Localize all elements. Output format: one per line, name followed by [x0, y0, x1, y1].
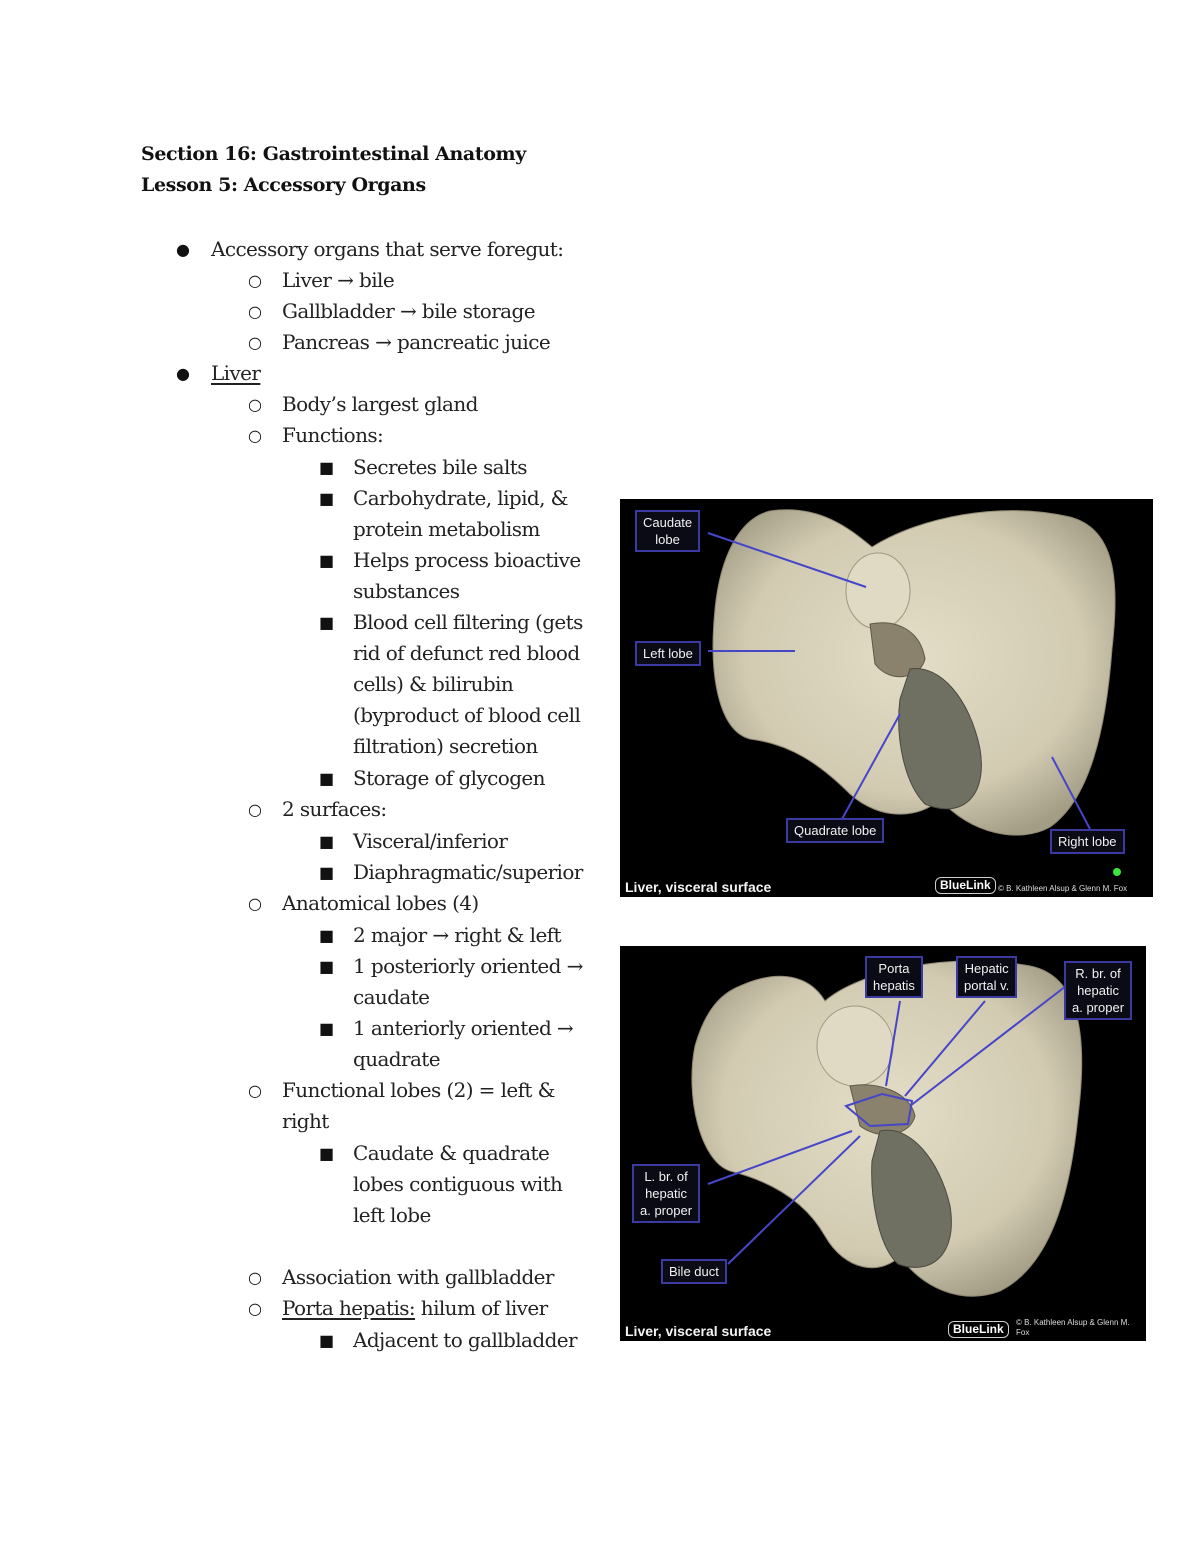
outline-item: Diaphragmatic/superior: [353, 860, 583, 884]
porta-hepatis-term: Porta hepatis:: [282, 1296, 416, 1320]
caudate-lobe-shape: [846, 553, 910, 629]
outline-item: Functions:: [282, 423, 384, 447]
outline-item: Visceral/inferior: [353, 829, 508, 853]
left-lobe-label: Left lobe: [635, 641, 701, 666]
bullet-circle: ○: [248, 426, 262, 445]
caudate-lobe-shape: [817, 1006, 893, 1086]
outline-item: Secretes bile salts: [353, 455, 527, 479]
outline-item-continuation: filtration) secretion: [353, 734, 538, 758]
indicator-dot: [1113, 868, 1121, 876]
outline-item: Storage of glycogen: [353, 766, 545, 790]
section-title: Section 16: Gastrointestinal Anatomy: [141, 143, 526, 165]
figure-caption: Liver, visceral surface: [625, 879, 772, 895]
right-branch-hepatic-artery-label: R. br. of hepatic a. proper: [1064, 961, 1132, 1020]
outline-item: Anatomical lobes (4): [282, 891, 479, 915]
outline-item-continuation: quadrate: [353, 1047, 440, 1071]
bullet-square: ■: [319, 1019, 335, 1038]
outline-item-continuation: protein metabolism: [353, 517, 540, 541]
bluelink-logo: BlueLink: [948, 1321, 1009, 1338]
bullet-square: ■: [319, 832, 335, 851]
bullet-circle: ○: [248, 333, 262, 352]
outline-item: Carbohydrate, lipid, &: [353, 486, 568, 510]
lesson-title: Lesson 5: Accessory Organs: [141, 174, 426, 196]
bullet-circle: ○: [248, 800, 262, 819]
outline-item: 2 major → right & left: [353, 923, 561, 947]
bullet-circle: ○: [248, 894, 262, 913]
bullet-square: ■: [319, 551, 335, 570]
porta-hepatis-label: Porta hepatis: [865, 956, 923, 998]
outline-item-continuation: cells) & bilirubin: [353, 672, 514, 696]
outline-item: Adjacent to gallbladder: [353, 1328, 577, 1352]
bullet-circle: ○: [248, 1081, 262, 1100]
outline-item-continuation: right: [282, 1109, 329, 1133]
porta-hepatis-definition: hilum of liver: [415, 1296, 548, 1320]
outline-item: [282, 1293, 548, 1324]
bullet-circle: ○: [248, 1299, 262, 1318]
bullet-disc: ●: [176, 364, 190, 383]
outline-item: Functional lobes (2) = left &: [282, 1078, 555, 1102]
hepatic-portal-vein-label: Hepatic portal v.: [956, 956, 1017, 998]
caudate-lobe-label: Caudate lobe: [635, 510, 700, 552]
bluelink-logo: BlueLink: [935, 877, 996, 894]
outline-heading-liver: Liver: [211, 361, 261, 385]
bullet-square: ■: [319, 458, 335, 477]
bullet-square: ■: [319, 1331, 335, 1350]
bullet-square: ■: [319, 957, 335, 976]
copyright-credit: © B. Kathleen Alsup & Glenn M. Fox: [998, 884, 1128, 893]
bullet-square: ■: [319, 613, 335, 632]
outline-item-continuation: left lobe: [353, 1203, 431, 1227]
bullet-square: ■: [319, 769, 335, 788]
bullet-circle: ○: [248, 1268, 262, 1287]
outline-item: Accessory organs that serve foregut:: [211, 237, 564, 261]
liver-visceral-figure-1: [620, 499, 1153, 897]
left-branch-hepatic-artery-label: L. br. of hepatic a. proper: [632, 1164, 700, 1223]
outline-item: Gallbladder → bile storage: [282, 299, 535, 323]
bullet-circle: ○: [248, 271, 262, 290]
figure-caption: Liver, visceral surface: [625, 1323, 772, 1339]
outline-item-continuation: lobes contiguous with: [353, 1172, 563, 1196]
bullet-circle: ○: [248, 395, 262, 414]
outline-item: 1 anteriorly oriented →: [353, 1016, 574, 1040]
quadrate-lobe-label: Quadrate lobe: [786, 818, 884, 843]
bullet-square: ■: [319, 489, 335, 508]
outline-item: Body’s largest gland: [282, 392, 478, 416]
outline-item: Caudate & quadrate: [353, 1141, 550, 1165]
copyright-credit: © B. Kathleen Alsup & Glenn M. Fox: [1016, 1318, 1130, 1337]
outline-item: Pancreas → pancreatic juice: [282, 330, 551, 354]
outline-item: Helps process bioactive: [353, 548, 581, 572]
liver-visceral-figure-2: [620, 946, 1146, 1341]
right-lobe-label: Right lobe: [1050, 829, 1125, 854]
outline-item: Association with gallbladder: [282, 1265, 554, 1289]
bullet-square: ■: [319, 863, 335, 882]
bullet-square: ■: [319, 926, 335, 945]
outline-item-continuation: (byproduct of blood cell: [353, 703, 581, 727]
outline-item-continuation: rid of defunct red blood: [353, 641, 580, 665]
outline-item: 1 posteriorly oriented →: [353, 954, 583, 978]
outline-item: 2 surfaces:: [282, 797, 387, 821]
outline-item-continuation: caudate: [353, 985, 430, 1009]
outline-item: Blood cell filtering (gets: [353, 610, 583, 634]
outline-item-continuation: substances: [353, 579, 460, 603]
bile-duct-label: Bile duct: [661, 1259, 727, 1284]
bullet-circle: ○: [248, 302, 262, 321]
outline-item: Liver → bile: [282, 268, 395, 292]
bullet-square: ■: [319, 1144, 335, 1163]
bullet-disc: ●: [176, 240, 190, 259]
